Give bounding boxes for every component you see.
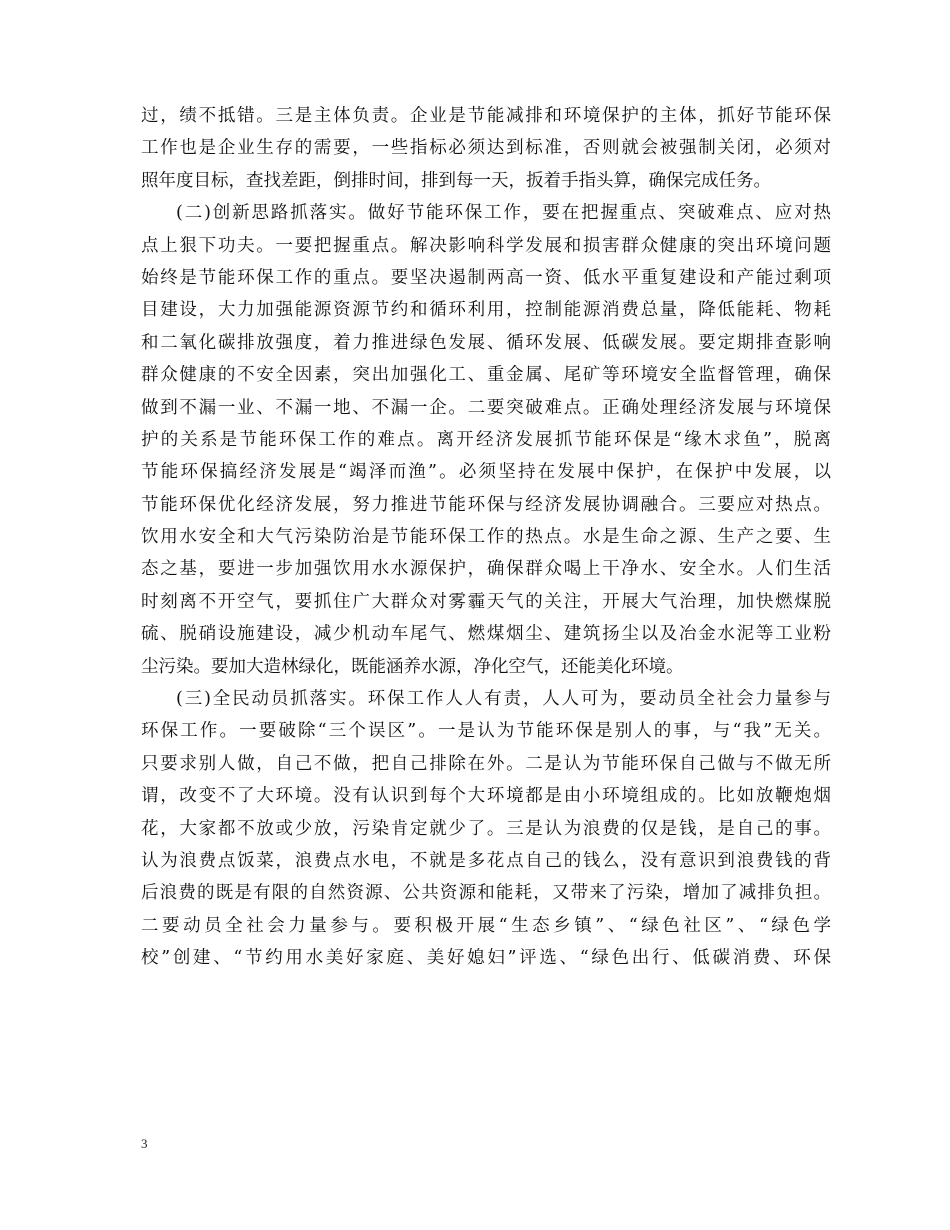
text-line: 和二氧化碳排放强度，着力推进绿色发展、循环发展、低碳发展。要定期排查影响 (141, 332, 831, 353)
text-line: 饮用水安全和大气污染防治是节能环保工作的热点。水是生命之源、生产之要、生 (141, 527, 831, 548)
paragraph-start-line: (三)全民动员抓落实。环保工作人人有责，人人可为，要动员全社会力量参与 (176, 689, 831, 710)
text-line: 始终是节能环保工作的重点。要坚决遏制两高一资、低水平重复建设和产能过剩项 (141, 267, 831, 288)
text-line: 节能环保优化经济发展，努力推进节能环保与经济发展协调融合。三要应对热点。 (141, 494, 831, 515)
text-line: 工作也是企业生存的需要，一些指标必须达到标准，否则就会被强制关闭，必须对 (141, 138, 831, 159)
text-line: 点上狠下功夫。一要把握重点。解决影响科学发展和损害群众健康的突出环境问题 (141, 235, 831, 256)
text-line: 照年度目标，查找差距，倒排时间，排到每一天，扳着手指头算，确保完成任务。 (141, 170, 771, 191)
text-line: 二要动员全社会力量参与。要积极开展“生态乡镇”、“绿色社区”、“绿色学 (141, 915, 831, 936)
text-line: 尘污染。要加大造林绿化，既能涵养水源，净化空气，还能美化环境。 (141, 656, 684, 677)
text-line: 硫、脱硝设施建设，减少机动车尾气、燃煤烟尘、建筑扬尘以及冶金水泥等工业粉 (141, 624, 831, 645)
text-line: 后浪费的既是有限的自然资源、公共资源和能耗，又带来了污染，增加了减排负担。 (141, 883, 831, 904)
body-text (141, 100, 831, 975)
text-line: 护的关系是节能环保工作的难点。离开经济发展抓节能环保是“缘木求鱼”，脱离 (141, 429, 831, 450)
text-line: 做到不漏一业、不漏一地、不漏一企。二要突破难点。正确处理经济发展与环境保 (141, 397, 831, 418)
text-line: 过，绩不抵错。三是主体负责。企业是节能减排和环境保护的主体，抓好节能环保 (141, 106, 831, 126)
text-line: 节能环保搞经济发展是“竭泽而渔”。必须坚持在发展中保护，在保护中发展，以 (141, 462, 831, 483)
text-line: 环保工作。一要破除“三个误区”。一是认为节能环保是别人的事，与“我”无关。 (141, 721, 831, 742)
text-line: 校”创建、“节约用水美好家庭、美好媳妇”评选、“绿色出行、低碳消费、环保 (141, 948, 831, 969)
text-line: 花，大家都不放或少放，污染肯定就少了。三是认为浪费的仅是钱，是自己的事。 (141, 818, 831, 839)
text-line: 态之基，要进一步加强饮用水水源保护，确保群众喝上干净水、安全水。人们生活 (141, 559, 831, 580)
text-line: 目建设，大力加强能源资源节约和循环利用，控制能源消费总量，降低能耗、物耗 (141, 300, 831, 321)
page-number: 3 (141, 1136, 148, 1151)
text-line: 群众健康的不安全因素，突出加强化工、重金属、尾矿等环境安全监督管理，确保 (141, 365, 831, 386)
text-line: 谓，改变不了大环境。没有认识到每个大环境都是由小环境组成的。比如放鞭炮烟 (141, 786, 831, 807)
text-line: 时刻离不开空气，要抓住广大群众对雾霾天气的关注，开展大气治理，加快燃煤脱 (141, 591, 831, 612)
paragraph-start-line: (二)创新思路抓落实。做好节能环保工作，要在把握重点、突破难点、应对热 (176, 203, 831, 224)
text-line: 只要求别人做，自己不做，把自己排除在外。二是认为节能环保自己做与不做无所 (141, 753, 831, 774)
text-line: 认为浪费点饭菜，浪费点水电，不就是多花点自己的钱么，没有意识到浪费钱的背 (141, 850, 831, 871)
